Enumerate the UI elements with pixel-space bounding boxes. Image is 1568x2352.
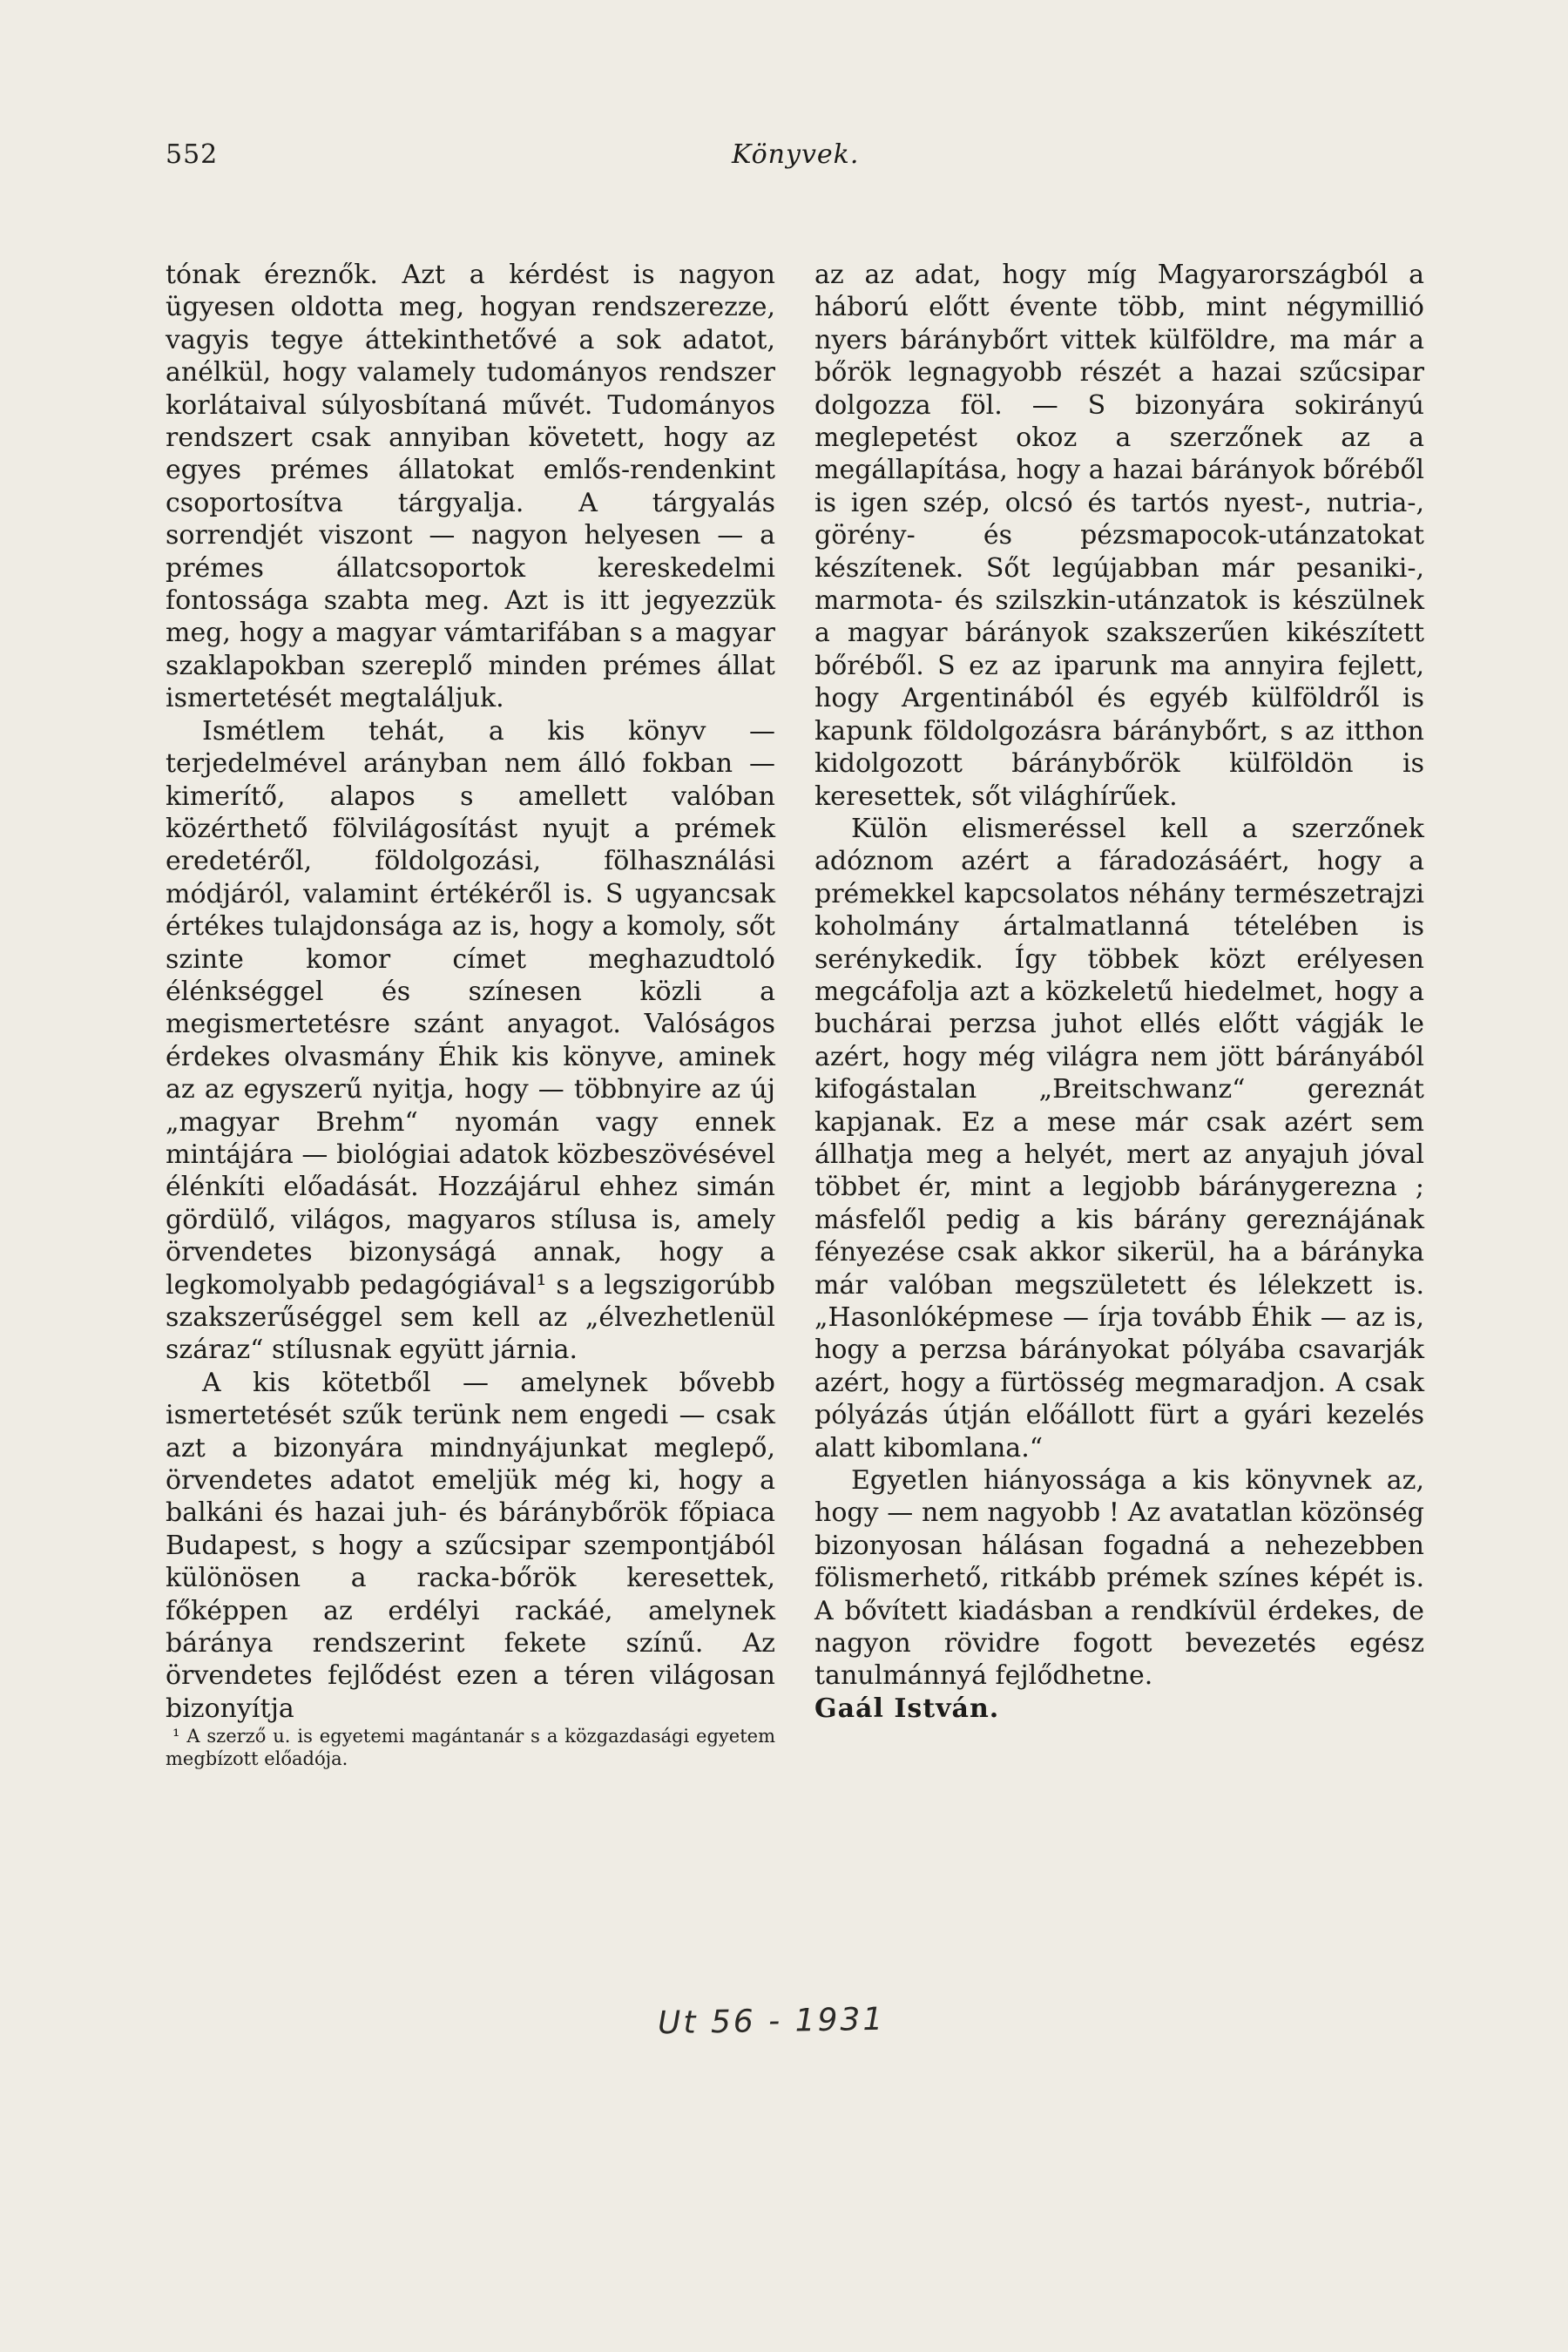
- left-paragraph-2: Ismétlem tehát, a kis könyv — terjedelmével arányban nem álló fokban — kimerítő, alapos s amellett valóban közérthető fölvilágosítást nyujt a prémek eredetéről, földolgozási, fölhasználási módjáról, valamint értékéről is. S ugyancsak értékes tulajdonsága az is, hogy a komoly, sőt szinte komor címet meghazudtoló élénkséggel és színesen közli a megismertetésre szánt anyagot. Valóságos érdekes olvasmány Éhik kis könyve, aminek az az egyszerű nyitja, hogy — többnyire az új „magyar Brehm“ nyomán vagy ennek mintájára — biológiai adatok közbeszövésével élénkíti előadását. Hozzájárul ehhez simán gördülő, világos, magyaros stílusa is, amely örvendetes bizonyságá annak, hogy a legkomolyabb pedagógiával¹ s a legszigorúbb szakszerűséggel sem kell az „élvezhetlenül száraz“ stílusnak együtt járnia.: [166, 715, 775, 1366]
- right-column: [814, 259, 1424, 1725]
- page-number: 552: [166, 139, 219, 170]
- right-paragraph-2: Külön elismeréssel kell a szerzőnek adóznom azért a fáradozásáért, hogy a prémekkel kapcsolatos néhány természetrajzi koholmány ártalmatlanná tételében is serénykedik. Így többek közt erélyesen megcáfolja azt a közkeletű hiedelmet, hogy a buchárai perzsa juhot ellés előtt vágják le azért, hogy még világra nem jött bárányából kifogástalan „Breitschwanz“ gereznát kapjanak. Ez a mese már csak azért sem állhatja meg a helyét, mert az anyajuh jóval többet ér, mint a legjobb báránygerezna ; másfelől pedig a kis bárány gereznájának fényezése csak akkor sikerül, ha a bárányka már valóban megszületett és lélekzett is. „Hasonlóképmese — írja tovább Éhik — az is, hogy a perzsa bárányokat pólyába csavarják azért, hogy a fürtösség megmaradjon. A csak pólyázás útján előállott fürt a gyári kezelés alatt kibomlana.“: [814, 813, 1424, 1463]
- running-title: Könyvek.: [732, 139, 860, 170]
- left-column: [166, 259, 775, 1770]
- page-header: [166, 139, 1394, 174]
- footnote: ¹ A szerző u. is egyetemi magántanár s a közgazdasági egyetem megbízott előadója.: [166, 1726, 775, 1770]
- right-paragraph-3: Egyetlen hiányossága a kis könyvnek az, hogy — nem nagyobb ! Az avatatlan közönség bizonyosan hálásan fogadná a nehezebben fölismerhető, ritkább prémek színes képét is. A bővített kiadásban a rendkívül érdekes, de nagyon rövidre fogott bevezetés egész tanulmánnyá fejlődhetne.: [814, 1465, 1424, 1692]
- left-paragraph-3: A kis kötetből — amelynek bővebb ismertetését szűk terünk nem engedi — csak azt a bizonyára mindnyájunkat meglepő, örvendetes adatot emeljük még ki, hogy a balkáni és hazai juh- és báránybőrök főpiaca Budapest, s hogy a szűcsipar szempontjából különösen a racka-bőrök keresettek, főképpen az erdélyi rackáé, amelynek báránya rendszerint fekete színű. Az örvendetes fejlődést ezen a téren világosan bizonyítja: [166, 1367, 775, 1724]
- left-paragraph-1: tónak éreznők. Azt a kérdést is nagyon ügyesen oldotta meg, hogyan rendszerezze, vagyis tegye áttekinthetővé a sok adatot, anélkül, hogy valamely tudományos rendszer korlátaival súlyosbítaná művét. Tudományos rendszert csak annyiban követett, hogy az egyes prémes állatokat emlős-rendenkint csoportosítva tárgyalja. A tárgyalás sorrendjét viszont — nagyon helyesen — a prémes állatcsoportok kereskedelmi fontossága szabta meg. Azt is itt jegyezzük meg, hogy a magyar vámtarifában s a magyar szaklapokban szereplő minden prémes állat ismertetését megtaláljuk.: [166, 260, 775, 714]
- author-signature: Gaál István.: [814, 1693, 1000, 1724]
- handwritten-catalog-note: Ut 56 - 1931: [657, 2001, 886, 2042]
- right-paragraph-1: az az adat, hogy míg Magyarországból a háború előtt évente több, mint négymillió nyers báránybőrt vittek külföldre, ma már a bőrök legnagyobb részét a hazai szűcsipar dolgozza föl. — S bizonyára sokirányú meglepetést okoz a szerzőnek az a megállapítása, hogy a hazai bárányok bőréből is igen szép, olcsó és tartós nyest-, nutria-, görény- és pézsmapocok-utánzatokat készítenek. Sőt legújabban már pesaniki-, marmota- és szilszkin-utánzatok is készülnek a magyar bárányok szakszerűen kikészített bőréből. S ez az iparunk ma annyira fejlett, hogy Argentinából és egyéb külföldről is kapunk földolgozásra báránybőrt, s az itthon kidolgozott báránybőrök külföldön is keresettek, sőt világhírűek.: [814, 260, 1424, 812]
